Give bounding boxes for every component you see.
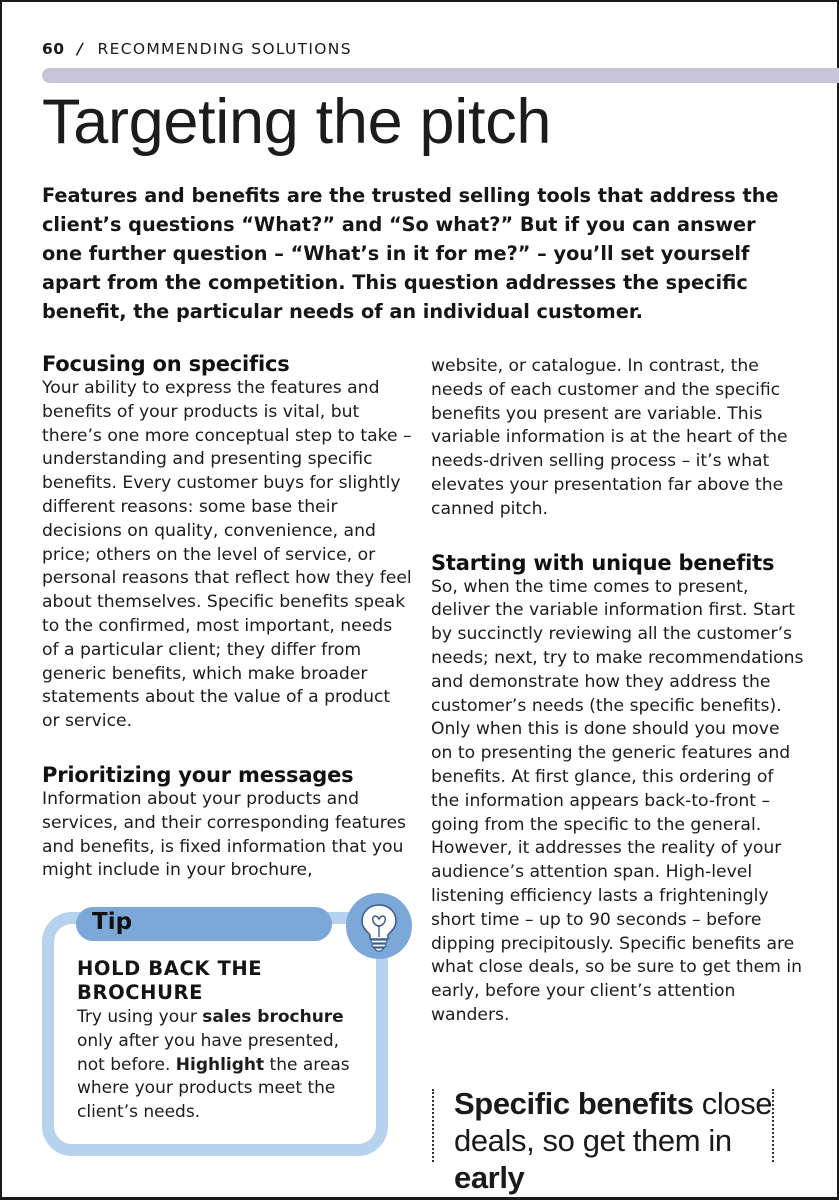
tip-label-tab bbox=[76, 907, 332, 941]
tip-bold-highlight: Highlight bbox=[175, 1054, 265, 1075]
page-number: 60 bbox=[42, 40, 65, 58]
prioritizing-body-continued: website, or catalogue. In contrast, the needs of each customer and the specific benefits you present are variable. This variable information is at the heart of the needs-driven selling process – it’s what elevates your presentation far above the canned pitch. bbox=[431, 356, 788, 519]
right-column bbox=[431, 355, 806, 1028]
running-header bbox=[42, 40, 352, 58]
subheading-prioritizing: Prioritizing your messages bbox=[42, 762, 354, 787]
starting-body: So, when the time comes to present, deliver the variable information first. Start by succinctly reviewing all the customer’s needs; next, try to make recommendations and demonstrate how they address the customer’s needs (the specific benefits). Only when this is done should you move on to presenting the generic features and benefits. At first glance, this ordering of the information appears back-to-front – going from the specific to the general. However, it addresses the reality of your audience’s attention span. High-level listening efficiency lasts a frighteningly short time – up to 90 seconds – before dipping precipitously. Specific benefits are what close deals, so be sure to get them in early, before your client’s attention wanders. bbox=[431, 576, 804, 1025]
intro-paragraph: Features and benefits are the trusted selling tools that address the client’s questions “What?” and “So what?” But if you can answer one further question – “What’s in it for me?” – you’ll set yourself apart from the competition. This question addresses the specific benefit, the particular needs of an individual customer. bbox=[42, 184, 779, 323]
left-column bbox=[42, 351, 412, 883]
header-separator: / bbox=[74, 40, 86, 58]
header-bar bbox=[42, 68, 839, 83]
subheading-focusing: Focusing on specifics bbox=[42, 352, 290, 376]
tip-label: Tip bbox=[92, 909, 133, 935]
pull-quote-text: Specific benefits close deals, so get them in early bbox=[454, 1086, 773, 1195]
tip-heading: HOLD BACK THE BROCHURE bbox=[77, 957, 263, 1004]
tip-bold-sales-brochure: sales brochure bbox=[202, 1007, 344, 1027]
subheading-starting: Starting with unique benefits bbox=[431, 550, 775, 575]
focusing-body: Your ability to express the features and benefits of your products is vital, but there’s one more conceptual step to take – understanding and presenting specific benefits. Every customer buys for slightly different reasons: some base their decisions on quality, convenience, and price; others on the level of service, or personal reasons that reflect how they feel about themselves. Specific benefits speak to the confirmed, most important, needs of a particular client; they differ from generic benefits, which make broader statements about the value of a product or service. bbox=[42, 378, 412, 732]
pull-quote bbox=[432, 1086, 774, 1195]
lightbulb-icon bbox=[346, 893, 412, 959]
prioritizing-body: Information about your products and services, and their corresponding features and benefits, is fixed information that you might include in your brochure, bbox=[42, 788, 406, 881]
tip-content bbox=[77, 957, 367, 1125]
page-title: Targeting the pitch bbox=[42, 87, 552, 157]
section-name: RECOMMENDING SOLUTIONS bbox=[97, 40, 352, 58]
tip-body: Try using your sales brochure only after you have presented, not before. Highlight the areas where your products meet the client’s needs. bbox=[77, 1007, 350, 1123]
